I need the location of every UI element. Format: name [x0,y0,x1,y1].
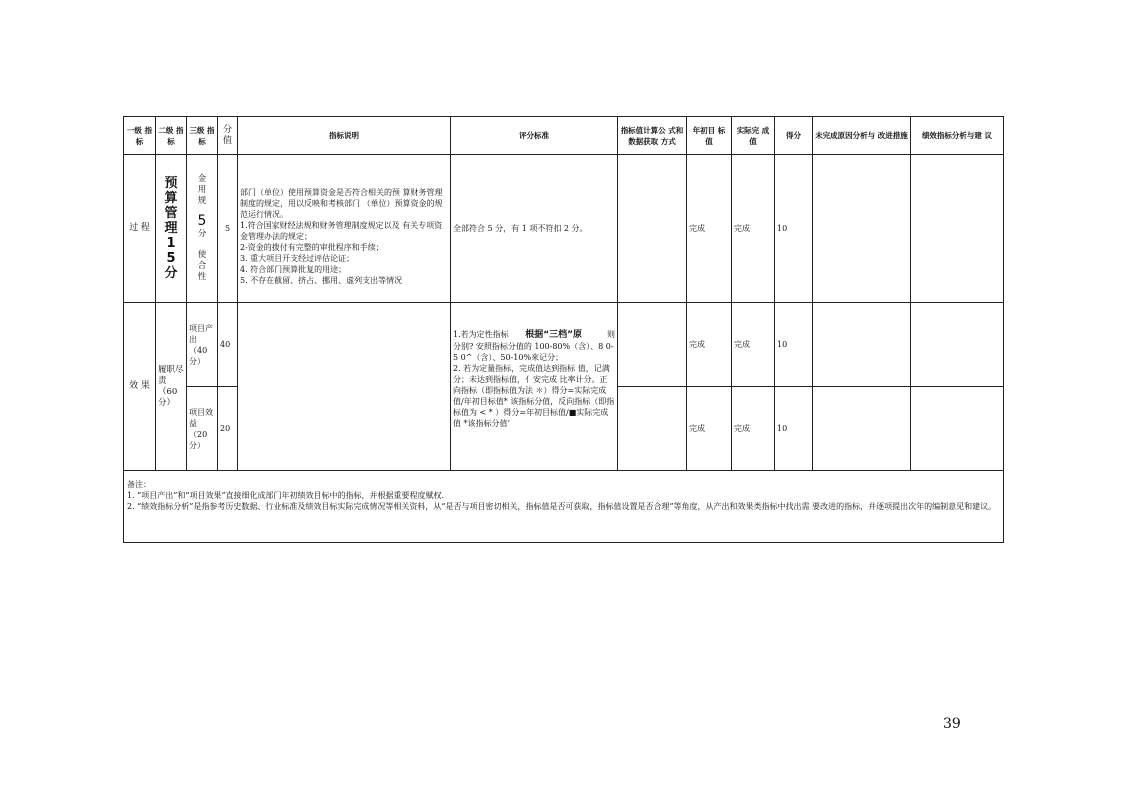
performance-table [123,116,1004,543]
effect-sub2-reason [813,387,911,471]
process-reason [813,155,911,303]
effect-sub1-annual-target: 完成 [687,303,732,387]
header-actual: 实际完 成值 [732,117,775,155]
notes-item-2: 2. “绩效指标分析”是指参考历史数据、行业标准及绩效目标实际完成情况等相关资料，从“是否与项目密切相关，指标值是否可获取，指标值设置是否合理”等角度，从产出和效果类指标中找出需 要改进的指标，并逐项提出次年的编制意见和建议。 [127,502,997,511]
header-level1: 一级 指标 [124,117,156,155]
effect-sub2-level3: 项目效益（20分） [187,387,218,471]
header-calc-method: 指标值计算公 式和数据获取 方式 [618,117,687,155]
header-score: 分值 [218,117,238,155]
header-level3: 三级 指标 [187,117,218,155]
effect-level2: 履职尽责（60分） [156,303,187,471]
effect-sub1-level3: 项目产出（40分） [187,303,218,387]
effect-sub1-calc-method [618,303,687,387]
process-level3-num: 5 [197,213,207,229]
process-score: 5 [218,155,238,303]
header-annual-target: 年初目 标值 [687,117,732,155]
effect-sub2-score-got: 10 [775,387,813,471]
effect-criteria-rest: 分别? 安照指标分值的 100-80%（含）、8 0-5 0^（含）、50-10%來记分； 2. 若为定量指标，完成值达到指标 值，记满分；未达到指标值，亻安完成 比率计分。正向指标（即指标值为法 ＊）得分=实际完成值/年初目标值* 该指标分值，反向指标（即指标值为 < * ）得分=年初目标值/■实际完成值 *该指标分值’ [453,342,615,428]
process-description-text: 部门（单位）使用预算资金是否符合相关的预 算财务管理制度的规定，用以反映和考核部门 （单位）预算资金的规范运行情况。 1.符合国家财经法规和财务管理制度规定以及 有关专项资金管理办法的规定； 2-资金的拨付有完整的审批程序和手续； 3. 重大项目开支经过评估论证； 4. 符合部门预算批复的用途； 5. 不存在截留、挤占、挪用、虚列支出等情况 [240,188,443,285]
effect-sub2-actual: 完成 [732,387,775,471]
effect-criteria-b: 根据“三档”原 [525,330,583,340]
header-description: 指标说明 [238,117,451,155]
effect-criteria [451,303,618,471]
process-level3-unit: 分 [197,229,207,239]
table-row-process [124,155,1004,303]
header-reason: 未完成原因分析与 改进措施 [813,117,911,155]
process-level1: 过 程 [124,155,156,303]
table-row-effect-output [124,303,1004,387]
process-level3-bottom: 使合性 [197,250,207,282]
notes-cell [124,471,1004,543]
effect-criteria-a: 1.若为定性指标 [453,330,509,339]
header-row [124,117,1004,155]
process-actual: 完成 [732,155,775,303]
effect-sub2-analysis [911,387,1004,471]
effect-sub2-annual-target: 完成 [687,387,732,471]
effect-description [238,303,451,471]
process-analysis [911,155,1004,303]
process-level2: 预算管理15分 [164,176,178,281]
page-number: 39 [943,716,961,732]
header-criteria: 评分标准 [451,117,618,155]
process-score-got: 10 [775,155,813,303]
header-level2: 二级 指标 [156,117,187,155]
header-analysis: 绩效指标分析与建 议 [911,117,1004,155]
notes-item-1: 1. “项目产出”和“项目效果”直接细化成部门年初绩效目标中的指标，并根据重要程度赋权. [127,491,445,500]
process-level3-cell [187,155,218,303]
process-criteria: 全部符合 5 分，有 1 项不符扣 2 分。 [451,155,618,303]
process-annual-target: 完成 [687,155,732,303]
effect-sub1-score-got: 10 [775,303,813,387]
process-level2-cell [156,155,187,303]
effect-level1: 效 果 [124,303,156,471]
process-calc-method [618,155,687,303]
header-score-got: 得分 [775,117,813,155]
effect-sub1-actual: 完成 [732,303,775,387]
effect-sub1-score: 40 [218,303,238,387]
effect-sub1-analysis [911,303,1004,387]
effect-sub2-calc-method [618,387,687,471]
notes-title: 备注： [127,480,151,489]
notes-row [124,471,1004,543]
effect-sub2-score: 20 [218,387,238,471]
process-level3-top: 金用规 [197,174,207,206]
effect-sub1-reason [813,303,911,387]
effect-criteria-c: 则 [607,330,615,339]
process-description [238,155,451,303]
